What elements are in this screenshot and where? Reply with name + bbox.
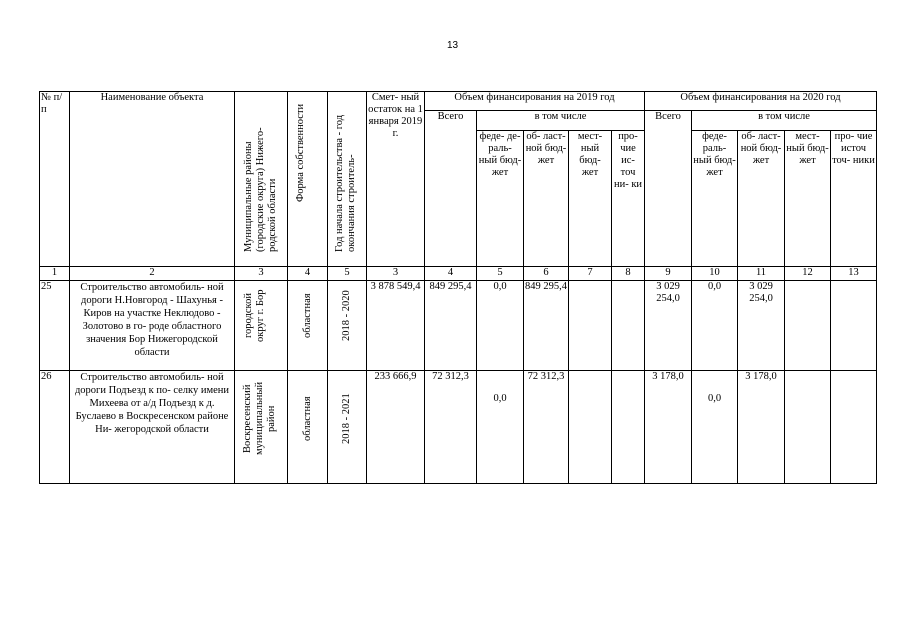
row-local-2019 xyxy=(569,371,612,484)
header-regional-2019: об- ласт- ной бюд- жет xyxy=(524,131,569,267)
header-including-2020: в том числе xyxy=(692,111,877,131)
header-regional-2020: об- ласт- ной бюд- жет xyxy=(738,131,785,267)
row-total-2020: 3 178,0 xyxy=(645,371,692,484)
row-no: 25 xyxy=(40,281,70,371)
header-total-2020: Всего xyxy=(645,111,692,267)
table-row xyxy=(40,281,877,371)
header-other-2019: про- чие ис- точ ни- ки xyxy=(612,131,645,267)
colnum-cell: 3 xyxy=(235,267,288,281)
colnum-cell: 1 xyxy=(40,267,70,281)
header-local-2020: мест- ный бюд- жет xyxy=(785,131,831,267)
colnum-cell: 2 xyxy=(70,267,235,281)
row-total-2019: 849 295,4 xyxy=(425,281,477,371)
header-ownership: Форма собственности xyxy=(288,92,328,267)
colnum-cell: 4 xyxy=(425,267,477,281)
row-regional-2020: 3 178,0 xyxy=(738,371,785,484)
row-federal-2020: 0,0 xyxy=(692,371,738,484)
row-years: 2018 - 2020 xyxy=(328,281,367,371)
row-estimate: 233 666,9 xyxy=(367,371,425,484)
row-other-2020 xyxy=(831,371,877,484)
row-estimate: 3 878 549,4 xyxy=(367,281,425,371)
row-federal-2020: 0,0 xyxy=(692,281,738,371)
header-other-2020: про- чие источ точ- ники xyxy=(831,131,877,267)
colnum-cell: 12 xyxy=(785,267,831,281)
header-name: Наименование объекта xyxy=(70,92,235,267)
header-no: № п/ п xyxy=(40,92,70,267)
header-including-2019: в том числе xyxy=(477,111,645,131)
row-regional-2019: 72 312,3 xyxy=(524,371,569,484)
row-regional-2019: 849 295,4 xyxy=(524,281,569,371)
header-total-2019: Всего xyxy=(425,111,477,267)
row-other-2020 xyxy=(831,281,877,371)
row-name: Строительство автомобиль- ной дороги Н.Новгород - Шахунья - Киров на участке Неклюдово - Золотово в го- роде областного значения Бор Нижегородской области xyxy=(70,281,235,371)
row-ownership: областная xyxy=(288,281,328,371)
colnum-cell: 10 xyxy=(692,267,738,281)
row-total-2019: 72 312,3 xyxy=(425,371,477,484)
row-district: Воскресенский муниципальный район xyxy=(235,371,288,484)
colnum-cell: 13 xyxy=(831,267,877,281)
financing-table xyxy=(39,91,877,484)
page-number: 13 xyxy=(446,40,459,51)
colnum-cell: 9 xyxy=(645,267,692,281)
row-years: 2018 - 2021 xyxy=(328,371,367,484)
header-local-2019: мест- ный бюд- жет xyxy=(569,131,612,267)
header-estimate: Смет- ный остаток на 1 января 2019 г. xyxy=(367,92,425,267)
column-number-row xyxy=(40,267,877,281)
header-district: Муниципальные районы (городские округа) Нижего- родской области xyxy=(235,92,288,267)
colnum-cell: 4 xyxy=(288,267,328,281)
header-group-2019: Объем финансирования на 2019 год xyxy=(425,92,645,111)
header-group-2020: Объем финансирования на 2020 год xyxy=(645,92,877,111)
colnum-cell: 7 xyxy=(569,267,612,281)
row-district: городской округ г. Бор xyxy=(235,281,288,371)
row-no: 26 xyxy=(40,371,70,484)
row-total-2020: 3 029 254,0 xyxy=(645,281,692,371)
colnum-cell: 5 xyxy=(328,267,367,281)
row-local-2019 xyxy=(569,281,612,371)
row-name: Строительство автомобиль- ной дороги Подъезд к по- селку имени Михеева от а/д Подъезд к д. Буслаево в Воскресенском районе Ни- жегородской области xyxy=(70,371,235,484)
row-local-2020 xyxy=(785,281,831,371)
row-other-2019 xyxy=(612,281,645,371)
colnum-cell: 8 xyxy=(612,267,645,281)
row-federal-2019: 0,0 xyxy=(477,281,524,371)
row-local-2020 xyxy=(785,371,831,484)
row-regional-2020: 3 029 254,0 xyxy=(738,281,785,371)
row-federal-2019: 0,0 xyxy=(477,371,524,484)
colnum-cell: 5 xyxy=(477,267,524,281)
colnum-cell: 11 xyxy=(738,267,785,281)
table-row xyxy=(40,371,877,484)
header-federal-2020: феде- раль- ный бюд- жет xyxy=(692,131,738,267)
colnum-cell: 6 xyxy=(524,267,569,281)
row-ownership: областная xyxy=(288,371,328,484)
header-federal-2019: феде- де- раль- ный бюд- жет xyxy=(477,131,524,267)
colnum-cell: 3 xyxy=(367,267,425,281)
header-years: Год начала строительства - год окончания строитель- xyxy=(328,92,367,267)
row-other-2019 xyxy=(612,371,645,484)
